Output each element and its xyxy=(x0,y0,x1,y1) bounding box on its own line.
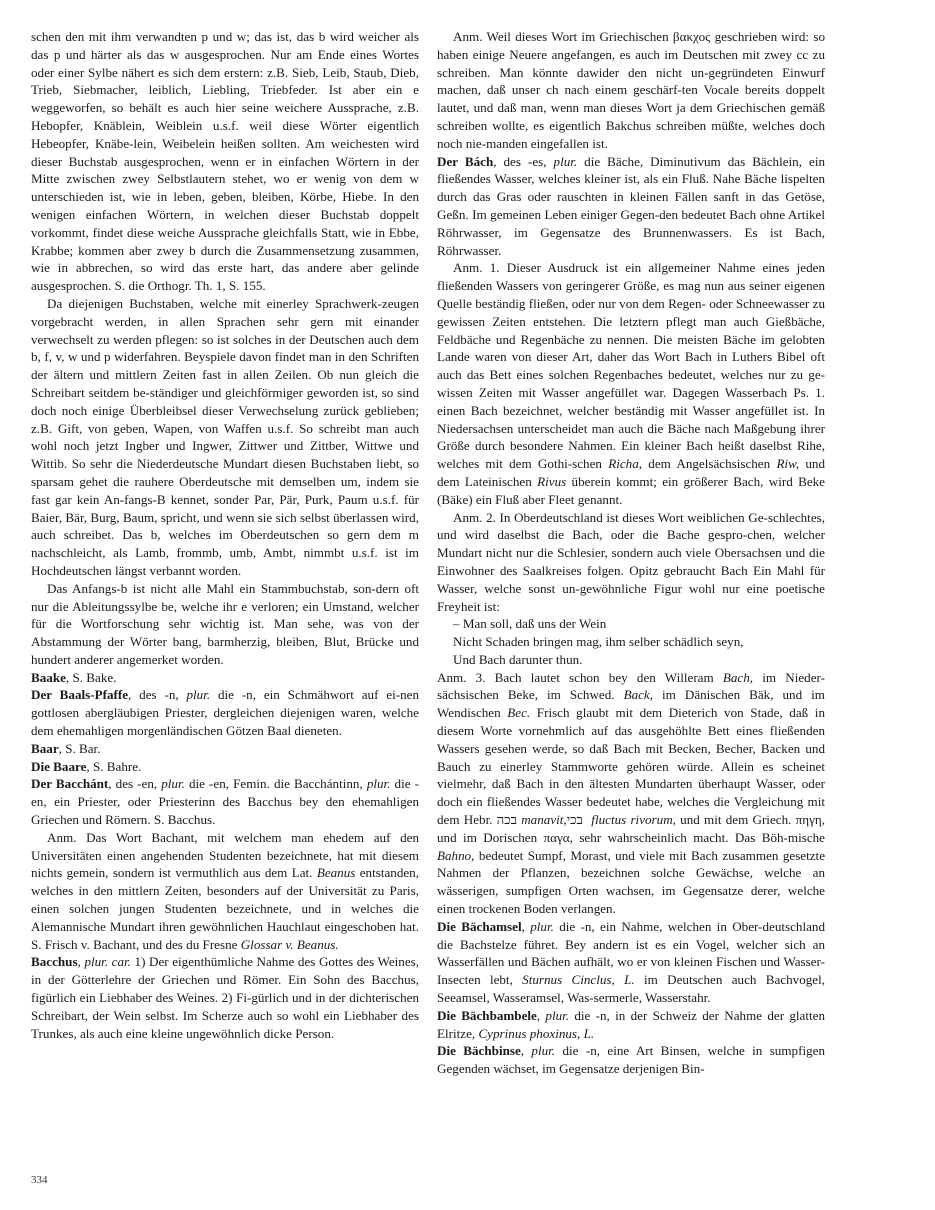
right-column xyxy=(437,28,825,1078)
headword: Der Bách xyxy=(437,153,494,169)
headword: Bacchus xyxy=(31,954,78,970)
paragraph-b-interchange: Da diejenigen Buchstaben, welche mit einerley Sprachwerk-zeugen vorgebracht werden, in allen Sprachen sehr gern mit einander verwechselt zu werden pflegen: so ist solches in der Deutschen auch dem b, f, v, w und p widerfahren. Beyspiele davon findet man in den Schriften der ältern und mittlern Zeiten fast in allen Zeilen. Ob nun gleich die Schreibart seitdem be-ständiger und gleichförmiger geworden ist, so sind doch noch einige Überbleibsel dieser Verwechselung zurück geblieben; z.B. Gift, von geben, Wapen, von Waffen u.s.f. So schreibt man auch wohl noch jetzt Ingber und Ingwer, Zittwer und Zittber, Wittwe und Wittib. So sehr die Niederdeutsche Mundart diesen Buchstaben liebt, so sparsam gehet die rauhere Oberdeutsche mit demselben um, indem sie fast gar kein An-fangs-B kennet, sonder Par, Pär, Purk, Paum u.s.f. für Baier, Bär, Burg, Baum, spricht, und wenn sie sich selbst überlassen wird, auch schreibet. Das b, welches im Oberdeutschen so gern dem m nachschleicht, als Lamb, frommb, umb, Ambt, nimmbt u.s.f. ist im Hochdeutschen längst verbannt worden. xyxy=(31,295,419,578)
verse-line-2: Nicht Schaden bringen mag, ihm selber schädlich seyn, xyxy=(453,634,744,650)
headword: Die Bächbinse xyxy=(437,1043,521,1059)
bach-annotation-1: Anm. 1. Dieser Ausdruck ist ein allgemeiner Nahme eines jeden fließenden Wassers von geringerer Größe, es mag nun aus seiner eigenen Quelle beständig fließen, oder nur von dem Regen- oder Schneewasser zu gewissen Zeiten entstehen. Die letztern pflegt man auch Gießbäche, Feldbäche und Regenbäche zu nennen. Die meisten Bäche im gelobten Lande waren von dieser Art, daher das Wort Bach in Luthers Bibel oft auch das Bett eines solchen Regenbaches bedeutet, welches nur zu ge-wissen Zeiten mit Wasser angefüllet war. Dagegen Wasserbach Ps. 1. einen Bach bezeichnet, welcher beständig mit Wasser angefüllet ist. In Niedersachsen unterscheidet man auch die Bäche nach Maßgebung ihrer Größe durch besondere Nahmen. Ein kleiner Bach heißt daselbst Rihe, welches mit dem Gothi-schen Richa, dem Angelsächsischen Riw, und dem Lateinischen Rivus überein kommt; ein größerer Bach, wird Beke (Bäke) ein Fluß aber Fleet genannt. xyxy=(437,260,826,507)
entry-baake: Baake, S. Bake. xyxy=(31,669,117,685)
bach-annotation-3: Anm. 3. Bach lautet schon bey den Willeram Bach, im Nieder-sächsischen Beke, im Schwed. Back, im Dänischen Bäk, und im Wendischen Bec. Frisch glaubt mit dem Dieterich von Stade, daß in diesem Worte vornehmlich auf das ausgehöhlte Bett eines fließenden Wassers gesehen werde, so daß Bach mit Becken, Becher, Backen und Bauch zu einerley Stammworte gehören würde. Allein es scheinet vielmehr, daß Bach in den ältesten Mundarten überhaupt Wasser, oder doch ein fließendes Wasser bedeutet habe, welches die Vergleichung mit dem Hebr. בכה manavit, בכי fluctus rivorum, und mit dem Griech. πηγη, und im Dorischen παγα, sehr wahrscheinlich macht. Das Böh-mische Bahno, bedeutet Sumpf, Morast, und viele mit Bach zusammen gesetzte Nahmen der Pflanzen, bezeichnen solche Gewächse, welche an wässerigen, sumpfigen Orten wachsen, im Gegensatze derer, welche einen trockenen Boden verlangen. xyxy=(437,669,825,917)
headword: Baake xyxy=(31,669,66,685)
entry-bacchant: Der Bacchánt, des -en, plur. die -en, Femin. die Bacchántinn, plur. die -en, ein Priester, oder Priesterinn des Bacchus bey den ehemahligen Griechen und Römern. S. Bacchus. xyxy=(31,776,419,828)
entry-bach: Der Bách, des -es, plur. die Bäche, Diminutivum das Bächlein, ein fließendes Wasser, welches kleiner ist, als ein Fluß. Nahe Bäche lispelten durch das Gras oder rauschten in kleinen Fällen sanft in das Getöse, Geßn. Im gemeinen Leben einiger Gegen-den bedeutet Bach ohne Artikel Röhrwasser, im Gegensatze des Brunnenwassers. Es ist Bach, Röhrwasser. xyxy=(437,153,826,258)
left-column xyxy=(31,28,419,1042)
entry-bacchus: Bacchus, plur. car. 1) Der eigenthümliche Nahme des Gottes des Weines, in der Götterlehre der Griechen und Römer. Ein Sohn des Bacchus, figürlich ein Liebhaber des Weines. 2) Fi-gürlich und in der dichterischen Schreibart, der Wein selbst. Im Scherze auch so wohl ein Liebhaber des Trunkes, als auch eine kleine ungewöhnlich dicke Person. xyxy=(31,954,419,1041)
headword: Der Bacchánt xyxy=(31,776,109,792)
headword: Der Baals-Pfaffe xyxy=(31,687,129,703)
verse-line-1: – Man soll, daß uns der Wein xyxy=(453,616,607,632)
headword: Baar xyxy=(31,740,59,756)
paragraph-b-pronunciation: schen den mit ihm verwandten p und w; das ist, das b wird weicher als das p und härter als das w ausgesprochen. Nur am Ende eines Wortes oder einer Sylbe nähert es sich dem erstern: z.B. Sieb, Leib, Staub, Dieb, Trieb, Siebmacher, leiblich, Liebling, Triebfeder. Ist aber ein e weggeworfen, so behält es auch hier seine weichere Aussprache, z.B. Hebopfer, Knäblein, Weiblein u.s.f. weil diese Wörter eigentlich Hebeopfer, Knäbe-lein, Weibelein heißen sollten. Am weichesten wird dieser Buchstab ausgesprochen, wenn er in einfachen Wörtern in der Mitte zwischen zwey Selbstlautern stehet, wo er wenig von dem w unterschieden ist, wie in leben, geben, bleiben, Körbe, Hiebe. In den wenigen einfachen Wörtern, in welchen dieser Buchstab doppelt vorkommt, findet diese weiche Aussprache gleichfalls Statt, wie in Ebbe, Krabbe; kommen aber zwey b durch die Zusammensetzung zusammen, wie in abbrechen, so wird das erste hart, das andere aber gelinde ausgesprochen. S. die Orthogr. Th. 1, S. 155. xyxy=(31,29,419,294)
headword: Die Baare xyxy=(31,758,87,774)
entry-bachamsel: Die Bächamsel, plur. die -n, ein Nahme, welchen in Ober-deutschland die Bachstelze führet. Bey andern ist es ein Vogel, welcher sich an Wasserfällen und Bächen aufhält, wo er von kleinen Fischen und Wasser-Insecten lebt, Sturnus Cinclus, L. im Deutschen auch Bachvogel, Seeamsel, Wasseramsel, Was-sermerle, Wasserstahr. xyxy=(437,918,826,1006)
page-number: 334 xyxy=(31,1174,48,1186)
verse-line-3: Und Bach darunter thun. xyxy=(453,651,583,667)
bacchus-annotation: Anm. Weil dieses Wort im Griechischen βακχος geschrieben wird: so haben einige Neuere angefangen, es auch im Deutschen mit zwey cc zu schreiben. Man könnte dawider den nicht un-gegründeten Einwurf machen, daß unser ch nach einem geschärf-ten Vocale bereits doppelt lautet, und daß man, wenn man dieses Wort ja dem Griechischen gemäß schreiben wollte, es eigentlich Bakchus schreiben müßte, welches doch noch nie-manden eingefallen ist. xyxy=(437,29,825,151)
headword: Die Bächamsel xyxy=(437,918,522,934)
headword: Die Bächbambele xyxy=(437,1007,537,1023)
bach-annotation-2: Anm. 2. In Oberdeutschland ist dieses Wort weiblichen Ge-schlechtes, und wird daselbst die Bach, oder die Bache gespro-chen, welcher Mundart nicht nur die Schlesier, sondern auch viele Obersachsen und die Einwohner des Saalkreises folgen. Opitz gebraucht Bach Ein Mahl für Wasser, welche sonst un-gewöhnliche Figur wohl nur eine poetische Freyheit ist: xyxy=(437,509,825,614)
entry-bachbinse: Die Bächbinse, plur. die -n, eine Art Binsen, welche in sumpfigen Gegenden wächset, im Gegensatze derjenigen Bin- xyxy=(437,1043,825,1077)
entry-baar: Baar, S. Bar. xyxy=(31,740,101,756)
bacchant-annotation: Anm. Das Wort Bachant, mit welchem man ehedem auf den Universitäten einen angehenden Studenten bezeichnete, hat mit diesem nichts gemein, sondern ist vermuthlich aus dem Lat. Beanus entstanden, welches in den mittlern Zeiten, besonders auf der Universität zu Paris, einen solchen jungen Studenten bezeichnete, und in welches die Alemannische Mundart ihren gewöhnlichen Hauchlaut eingeschoben hat. S. Frisch v. Bachant, und des du Fresne Glossar v. Beanus. xyxy=(31,829,420,952)
entry-baals-pfaffe: Der Baals-Pfaffe, des -n, plur. die -n, ein Schmähwort auf ei-nen gottlosen abergläubigen Priester, dergleichen diejenigen waren, welche dem ehemahligen morgenländischen Götzen Baal dieneten. xyxy=(31,687,419,739)
entry-bachbambele: Die Bächbambele, plur. die -n, in der Schweiz der Nahme der glatten Elritze, Cyprinus phoxinus, L. xyxy=(437,1007,825,1041)
paragraph-b-initial: Das Anfangs-b ist nicht alle Mahl ein Stammbuchstab, son-dern oft nur die Ableitungssylbe be, welche ihr e verloren; ein Umstand, welcher für die Wortforschung sehr wichtig ist. Man sehe, was von der Abstammung der Wörter bang, barmherzig, bleiben, Blut, Brücke und hundert anderer angemerket worden. xyxy=(31,580,419,667)
entry-baare: Die Baare, S. Bahre. xyxy=(31,758,142,774)
